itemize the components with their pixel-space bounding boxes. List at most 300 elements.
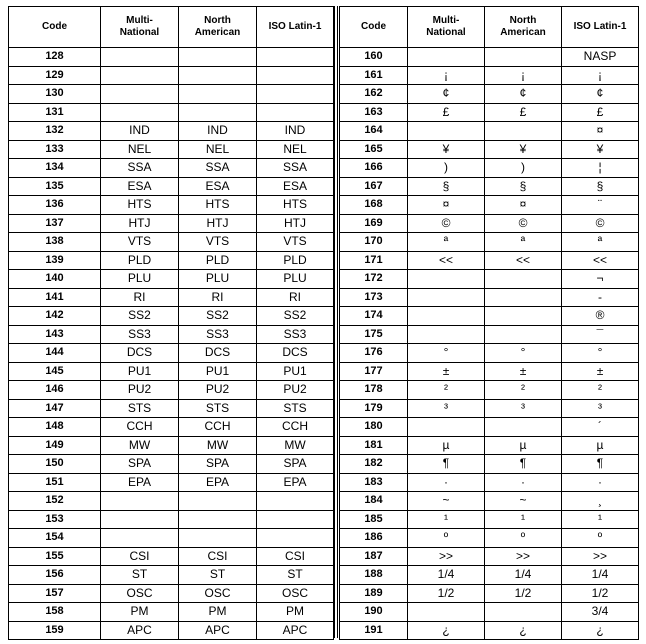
code-cell: 152 [9,492,101,511]
table-row [340,85,639,104]
multinational-cell: © [408,214,485,233]
table-row [9,566,334,585]
table-row [340,325,639,344]
multinational-cell [101,103,179,122]
iso-latin1-cell: MW [257,436,334,455]
north-american-cell: CCH [179,418,257,437]
north-american-cell: ¥ [485,140,562,159]
header-code: Code [9,7,101,48]
table-row [9,584,334,603]
character-set-chart [8,6,638,638]
iso-latin1-cell [257,529,334,548]
code-cell: 144 [9,344,101,363]
iso-latin1-cell [257,66,334,85]
multinational-cell: PM [101,603,179,622]
table-row [340,584,639,603]
table-row [340,233,639,252]
iso-latin1-cell: ´ [562,418,639,437]
north-american-cell: NEL [179,140,257,159]
iso-latin1-cell: SS3 [257,325,334,344]
multinational-cell: º [408,529,485,548]
multinational-cell [408,325,485,344]
table-row [9,436,334,455]
table-row [9,196,334,215]
code-cell: 172 [340,270,408,289]
multinational-cell: SS2 [101,307,179,326]
iso-latin1-cell: OSC [257,584,334,603]
iso-latin1-cell: NASP [562,48,639,67]
code-cell: 154 [9,529,101,548]
iso-latin1-cell: ¢ [562,85,639,104]
code-cell: 140 [9,270,101,289]
code-cell: 133 [9,140,101,159]
north-american-cell: MW [179,436,257,455]
multinational-cell: HTJ [101,214,179,233]
table-row [9,251,334,270]
multinational-cell: ³ [408,399,485,418]
iso-latin1-cell: CCH [257,418,334,437]
code-cell: 191 [340,621,408,640]
iso-latin1-cell: EPA [257,473,334,492]
multinational-cell: ¿ [408,621,485,640]
north-american-cell: PLU [179,270,257,289]
multinational-cell: ± [408,362,485,381]
iso-latin1-cell: ¸ [562,492,639,511]
north-american-cell: ¡ [485,66,562,85]
code-cell: 179 [340,399,408,418]
north-american-cell: >> [485,547,562,566]
table-row [9,140,334,159]
north-american-cell: ± [485,362,562,381]
code-cell: 171 [340,251,408,270]
table-row [9,233,334,252]
multinational-cell: NEL [101,140,179,159]
north-american-cell: 1/2 [485,584,562,603]
north-american-cell: © [485,214,562,233]
code-cell: 132 [9,122,101,141]
code-cell: 176 [340,344,408,363]
table-row [9,288,334,307]
north-american-cell: ¢ [485,85,562,104]
iso-latin1-cell: IND [257,122,334,141]
table-row [340,436,639,455]
header-iso-latin1: ISO Latin-1 [562,7,639,48]
multinational-cell: MW [101,436,179,455]
table-row [340,159,639,178]
code-cell: 147 [9,399,101,418]
north-american-cell [485,325,562,344]
multinational-cell: ¤ [408,196,485,215]
north-american-cell [179,492,257,511]
table-row [340,621,639,640]
table-row [9,381,334,400]
north-american-cell [485,288,562,307]
north-american-cell: APC [179,621,257,640]
header-north-american: North American [179,7,257,48]
code-cell: 163 [340,103,408,122]
header-multinational: Multi- National [101,7,179,48]
iso-latin1-cell: >> [562,547,639,566]
multinational-cell [101,492,179,511]
iso-latin1-cell: 1/2 [562,584,639,603]
table-row [340,288,639,307]
north-american-cell: PLD [179,251,257,270]
multinational-cell: STS [101,399,179,418]
code-cell: 138 [9,233,101,252]
code-cell: 145 [9,362,101,381]
iso-latin1-cell: HTJ [257,214,334,233]
code-cell: 136 [9,196,101,215]
multinational-cell: ª [408,233,485,252]
multinational-cell: PLU [101,270,179,289]
north-american-cell: PU2 [179,381,257,400]
table-row [340,492,639,511]
multinational-cell: APC [101,621,179,640]
table-row [9,529,334,548]
north-american-cell: ¿ [485,621,562,640]
north-american-cell [179,85,257,104]
multinational-cell: SPA [101,455,179,474]
table-row [9,66,334,85]
iso-latin1-cell: º [562,529,639,548]
north-american-cell: ¶ [485,455,562,474]
table-row [340,510,639,529]
multinational-cell: RI [101,288,179,307]
north-american-cell [179,103,257,122]
multinational-cell: SS3 [101,325,179,344]
code-cell: 170 [340,233,408,252]
table-row [9,307,334,326]
iso-latin1-cell: ¬ [562,270,639,289]
north-american-cell [485,603,562,622]
code-cell: 159 [9,621,101,640]
code-cell: 169 [340,214,408,233]
table-row [9,473,334,492]
north-american-cell: ° [485,344,562,363]
iso-latin1-cell: ² [562,381,639,400]
north-american-cell: STS [179,399,257,418]
table-row [340,455,639,474]
north-american-cell: £ [485,103,562,122]
table-row [340,344,639,363]
multinational-cell: ² [408,381,485,400]
multinational-cell [101,529,179,548]
header-iso-latin1: ISO Latin-1 [257,7,334,48]
multinational-cell: ) [408,159,485,178]
north-american-cell: ª [485,233,562,252]
iso-latin1-cell: DCS [257,344,334,363]
code-cell: 151 [9,473,101,492]
iso-latin1-cell: § [562,177,639,196]
iso-latin1-cell: NEL [257,140,334,159]
code-cell: 130 [9,85,101,104]
north-american-cell: IND [179,122,257,141]
code-cell: 185 [340,510,408,529]
multinational-cell: CSI [101,547,179,566]
iso-latin1-cell: SSA [257,159,334,178]
table-row [9,159,334,178]
north-american-cell: DCS [179,344,257,363]
code-cell: 128 [9,48,101,67]
multinational-cell [101,85,179,104]
iso-latin1-cell: ¡ [562,66,639,85]
multinational-cell [408,48,485,67]
north-american-cell: ³ [485,399,562,418]
table-row [340,381,639,400]
multinational-cell: ¢ [408,85,485,104]
multinational-cell: 1/4 [408,566,485,585]
code-cell: 139 [9,251,101,270]
table-row [340,547,639,566]
iso-latin1-cell: 3/4 [562,603,639,622]
iso-latin1-cell: PU1 [257,362,334,381]
iso-latin1-cell: ¥ [562,140,639,159]
code-cell: 142 [9,307,101,326]
table-row [9,270,334,289]
table-row [9,603,334,622]
iso-latin1-cell: ± [562,362,639,381]
table-row [340,48,639,67]
code-cell: 180 [340,418,408,437]
north-american-cell: º [485,529,562,548]
header-north-american: North American [485,7,562,48]
iso-latin1-cell: ST [257,566,334,585]
iso-latin1-cell: · [562,473,639,492]
code-cell: 156 [9,566,101,585]
north-american-cell [179,48,257,67]
multinational-cell [101,66,179,85]
iso-latin1-cell [257,85,334,104]
code-cell: 129 [9,66,101,85]
code-table-128-159 [8,6,334,640]
multinational-cell [408,603,485,622]
multinational-cell: ~ [408,492,485,511]
north-american-cell: ¹ [485,510,562,529]
multinational-cell: OSC [101,584,179,603]
code-cell: 186 [340,529,408,548]
north-american-cell: ST [179,566,257,585]
table-row [340,270,639,289]
table-row [340,66,639,85]
table-row [340,214,639,233]
multinational-cell [408,418,485,437]
iso-latin1-cell: PLD [257,251,334,270]
iso-latin1-cell: 1/4 [562,566,639,585]
multinational-cell: DCS [101,344,179,363]
north-american-cell: µ [485,436,562,455]
table-row [340,418,639,437]
table-header-row [9,7,334,48]
table-row [340,603,639,622]
code-cell: 175 [340,325,408,344]
iso-latin1-cell: RI [257,288,334,307]
north-american-cell: CSI [179,547,257,566]
iso-latin1-cell: £ [562,103,639,122]
north-american-cell: · [485,473,562,492]
multinational-cell: · [408,473,485,492]
iso-latin1-cell: ª [562,233,639,252]
iso-latin1-cell: PU2 [257,381,334,400]
multinational-cell: PU2 [101,381,179,400]
iso-latin1-cell: VTS [257,233,334,252]
table-row [9,85,334,104]
multinational-cell: ¥ [408,140,485,159]
table-row [340,362,639,381]
multinational-cell [408,307,485,326]
iso-latin1-cell [257,510,334,529]
code-cell: 188 [340,566,408,585]
table-row [340,566,639,585]
north-american-cell: EPA [179,473,257,492]
iso-latin1-cell: µ [562,436,639,455]
table-row [340,196,639,215]
code-cell: 167 [340,177,408,196]
north-american-cell [179,529,257,548]
table-row [9,455,334,474]
code-cell: 135 [9,177,101,196]
iso-latin1-cell: PLU [257,270,334,289]
table-row [9,399,334,418]
iso-latin1-cell: - [562,288,639,307]
code-cell: 190 [340,603,408,622]
code-cell: 162 [340,85,408,104]
iso-latin1-cell: APC [257,621,334,640]
table-row [9,547,334,566]
multinational-cell [101,48,179,67]
table-row [340,473,639,492]
code-cell: 146 [9,381,101,400]
north-american-cell: ESA [179,177,257,196]
table-row [9,510,334,529]
code-cell: 148 [9,418,101,437]
iso-latin1-cell: ¯ [562,325,639,344]
code-cell: 168 [340,196,408,215]
table-row [9,362,334,381]
table-row [340,399,639,418]
code-cell: 187 [340,547,408,566]
table-row [340,529,639,548]
table-row [340,122,639,141]
table-divider [334,6,338,638]
north-american-cell: OSC [179,584,257,603]
multinational-cell: ESA [101,177,179,196]
iso-latin1-cell: SPA [257,455,334,474]
multinational-cell: ° [408,344,485,363]
table-row [9,418,334,437]
multinational-cell [408,288,485,307]
iso-latin1-cell: ¿ [562,621,639,640]
multinational-cell: PU1 [101,362,179,381]
north-american-cell [485,122,562,141]
north-american-cell [485,270,562,289]
iso-latin1-cell: ¶ [562,455,639,474]
table-row [9,103,334,122]
code-cell: 173 [340,288,408,307]
multinational-cell: IND [101,122,179,141]
table-row [9,325,334,344]
table-body-left [9,48,334,640]
code-cell: 161 [340,66,408,85]
north-american-cell [485,418,562,437]
iso-latin1-cell [257,103,334,122]
multinational-cell: >> [408,547,485,566]
table-row [9,177,334,196]
code-cell: 150 [9,455,101,474]
multinational-cell [408,270,485,289]
north-american-cell: ¤ [485,196,562,215]
multinational-cell: ST [101,566,179,585]
code-cell: 178 [340,381,408,400]
iso-latin1-cell: ¨ [562,196,639,215]
multinational-cell: ¶ [408,455,485,474]
code-cell: 155 [9,547,101,566]
code-cell: 189 [340,584,408,603]
code-cell: 165 [340,140,408,159]
multinational-cell: SSA [101,159,179,178]
multinational-cell: PLD [101,251,179,270]
code-cell: 153 [9,510,101,529]
multinational-cell: VTS [101,233,179,252]
table-row [9,48,334,67]
code-cell: 181 [340,436,408,455]
table-header-row [340,7,639,48]
header-code: Code [340,7,408,48]
table-row [9,621,334,640]
code-cell: 184 [340,492,408,511]
code-cell: 157 [9,584,101,603]
multinational-cell: EPA [101,473,179,492]
iso-latin1-cell [257,492,334,511]
north-american-cell: PM [179,603,257,622]
code-cell: 137 [9,214,101,233]
table-row [340,140,639,159]
north-american-cell: ² [485,381,562,400]
code-cell: 177 [340,362,408,381]
code-cell: 131 [9,103,101,122]
multinational-cell: µ [408,436,485,455]
north-american-cell [485,307,562,326]
table-row [340,177,639,196]
table-row [9,122,334,141]
iso-latin1-cell: ESA [257,177,334,196]
multinational-cell: § [408,177,485,196]
multinational-cell: ¹ [408,510,485,529]
north-american-cell: RI [179,288,257,307]
code-cell: 160 [340,48,408,67]
north-american-cell: VTS [179,233,257,252]
north-american-cell: SPA [179,455,257,474]
iso-latin1-cell: ³ [562,399,639,418]
iso-latin1-cell: CSI [257,547,334,566]
north-american-cell: PU1 [179,362,257,381]
multinational-cell [408,122,485,141]
iso-latin1-cell: PM [257,603,334,622]
code-cell: 174 [340,307,408,326]
north-american-cell: SS2 [179,307,257,326]
iso-latin1-cell: HTS [257,196,334,215]
multinational-cell: << [408,251,485,270]
header-multinational: Multi- National [408,7,485,48]
north-american-cell: ) [485,159,562,178]
north-american-cell: § [485,177,562,196]
north-american-cell: ~ [485,492,562,511]
code-cell: 143 [9,325,101,344]
north-american-cell: 1/4 [485,566,562,585]
iso-latin1-cell: << [562,251,639,270]
iso-latin1-cell: ° [562,344,639,363]
north-american-cell [179,66,257,85]
multinational-cell: HTS [101,196,179,215]
